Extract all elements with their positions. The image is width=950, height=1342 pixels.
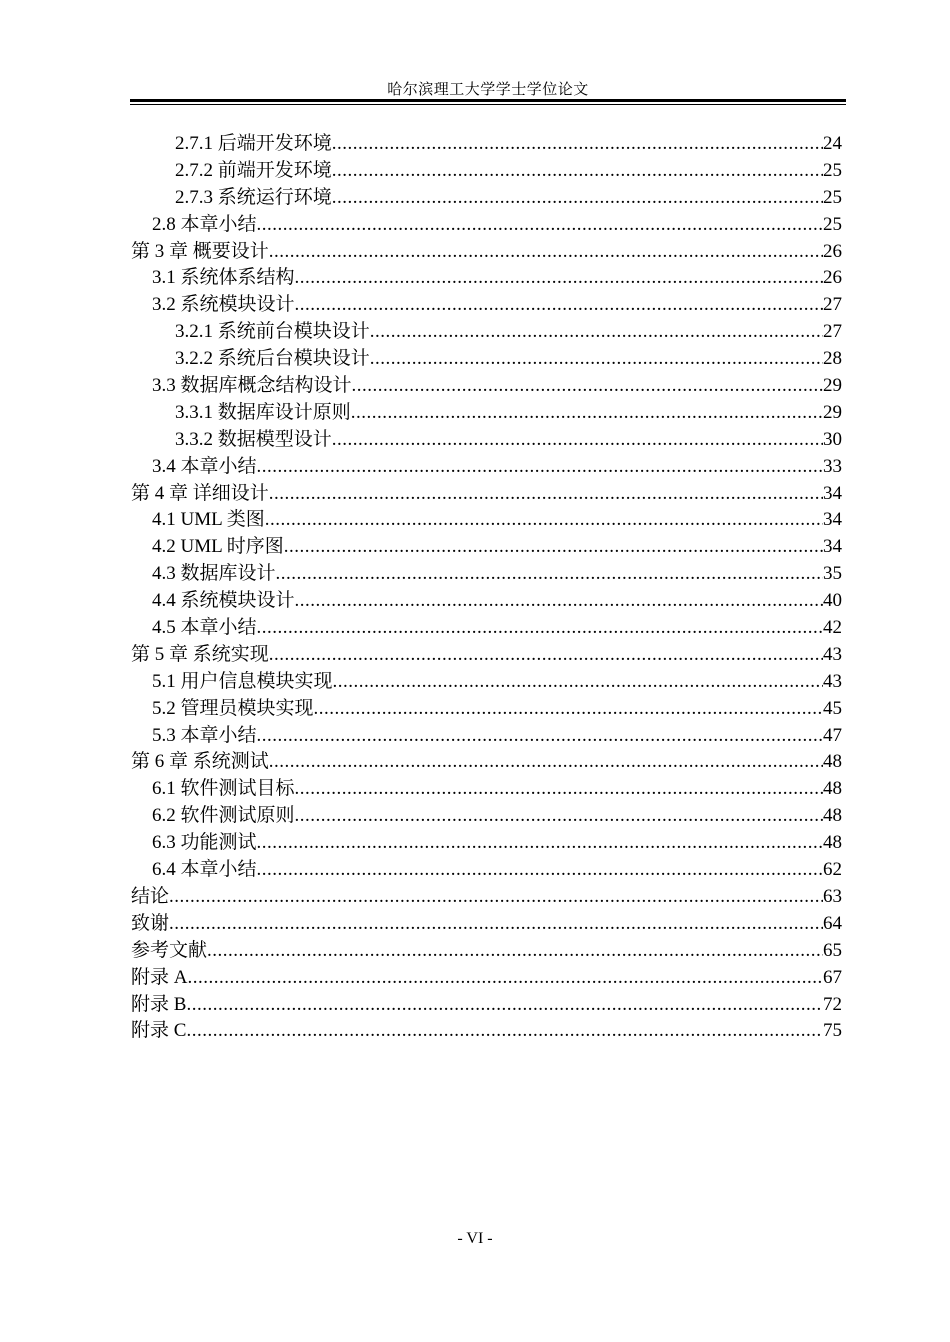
toc-dot-leader [332,427,823,454]
toc-entry-page: 43 [823,670,842,692]
toc-entry[interactable] [131,265,842,292]
toc-entry-title: 6.1 软件测试目标 [152,778,295,800]
toc-dot-leader [295,292,823,319]
toc-entry-page: 65 [823,939,842,961]
toc-entry-page: 48 [823,832,842,854]
toc-entry-page: 26 [823,267,842,289]
toc-dot-leader [269,749,823,776]
toc-entry-title: 4.5 本章小结 [152,617,257,639]
toc-entry-title: 3.3 数据库概念结构设计 [152,375,352,397]
toc-entry[interactable] [131,803,842,830]
toc-entry-page: 26 [823,240,842,262]
toc-entry-page: 64 [823,912,842,934]
toc-entry[interactable] [131,615,842,642]
toc-entry-page: 48 [823,778,842,800]
toc-entry-page: 34 [823,509,842,531]
toc-entry-page: 48 [823,805,842,827]
toc-entry[interactable] [131,911,842,938]
toc-entry-page: 28 [823,348,842,370]
toc-entry-page: 67 [823,966,842,988]
toc-dot-leader [187,965,823,992]
running-header: 哈尔滨理工大学学士学位论文 [387,82,589,98]
toc-entry[interactable] [131,642,842,669]
toc-entry[interactable] [131,669,842,696]
toc-dot-leader [295,776,823,803]
toc-entry-title: 3.1 系统体系结构 [152,267,295,289]
toc-dot-leader [207,938,823,965]
page-number: - VI - [457,1230,493,1247]
toc-dot-leader [352,373,823,400]
toc-entry-page: 25 [823,186,842,208]
toc-entry-title: 结论 [131,885,170,907]
toc-dot-leader [351,400,823,427]
toc-entry[interactable] [131,346,842,373]
toc-entry[interactable] [131,1018,842,1045]
toc-dot-leader [276,561,823,588]
toc-entry-title: 2.7.2 前端开发环境 [175,159,332,181]
toc-entry[interactable] [131,212,842,239]
toc-entry-page: 35 [823,563,842,585]
toc-entry[interactable] [131,319,842,346]
toc-entry-title: 3.3.2 数据模型设计 [175,428,332,450]
toc-entry-title: 4.1 UML 类图 [152,509,265,531]
toc-entry-title: 6.2 软件测试原则 [152,805,295,827]
toc-entry-title: 5.2 管理员模块实现 [152,697,314,719]
toc-entry-page: 25 [823,213,842,235]
toc-dot-leader [370,346,823,373]
toc-dot-leader [186,992,823,1019]
toc-dot-leader [257,723,823,750]
toc-entry[interactable] [131,373,842,400]
toc-entry-title: 4.4 系统模块设计 [152,590,295,612]
table-of-contents [131,131,842,1045]
toc-entry[interactable] [131,454,842,481]
toc-dot-leader [169,884,823,911]
toc-entry[interactable] [131,938,842,965]
toc-entry-page: 34 [823,536,842,558]
toc-entry-title: 3.3.1 数据库设计原则 [175,401,351,423]
toc-entry-page: 24 [823,133,842,154]
toc-entry[interactable] [131,723,842,750]
toc-entry-page: 25 [823,159,842,181]
toc-dot-leader [295,265,823,292]
toc-dot-leader [186,1018,823,1045]
toc-entry-title: 6.4 本章小结 [152,859,257,881]
toc-entry-title: 3.2.2 系统后台模块设计 [175,348,370,370]
toc-dot-leader [370,319,823,346]
toc-dot-leader [269,481,823,508]
toc-dot-leader [333,669,823,696]
toc-entry-title: 4.2 UML 时序图 [152,536,284,558]
toc-entry[interactable] [131,857,842,884]
toc-entry-page: 33 [823,455,842,477]
toc-dot-leader [295,588,823,615]
toc-entry-title: 6.3 功能测试 [152,832,257,854]
toc-entry[interactable] [131,158,842,185]
toc-entry-title: 2.8 本章小结 [152,213,257,235]
toc-dot-leader [332,131,823,158]
toc-entry-page: 42 [823,617,842,639]
toc-dot-leader [257,454,823,481]
toc-dot-leader [284,534,823,561]
toc-dot-leader [314,696,823,723]
toc-entry[interactable] [131,696,842,723]
toc-entry[interactable] [131,992,842,1019]
toc-dot-leader [269,239,823,266]
toc-entry-title: 附录 A [131,966,188,988]
toc-entry-title: 5.1 用户信息模块实现 [152,670,333,692]
toc-dot-leader [332,158,823,185]
toc-entry-title: 3.2.1 系统前台模块设计 [175,321,370,343]
toc-entry-page: 48 [823,751,842,773]
toc-entry-title: 3.4 本章小结 [152,455,257,477]
toc-entry-title: 2.7.3 系统运行环境 [175,186,332,208]
toc-entry[interactable] [131,185,842,212]
toc-dot-leader [257,212,823,239]
header-rule-thin [130,104,846,105]
toc-entry-title: 附录 B [131,993,187,1015]
toc-entry-title: 致谢 [131,912,170,934]
toc-entry[interactable] [131,965,842,992]
toc-entry-page: 34 [823,482,842,504]
toc-entry[interactable] [131,561,842,588]
toc-entry[interactable] [131,507,842,534]
toc-dot-leader [169,911,823,938]
toc-entry[interactable] [131,776,842,803]
toc-entry-page: 75 [823,1020,842,1042]
toc-entry-title: 2.7.1 后端开发环境 [175,133,332,154]
toc-dot-leader [257,857,823,884]
toc-entry[interactable] [131,588,842,615]
toc-entry-page: 72 [823,993,842,1015]
toc-entry-title: 参考文献 [131,939,208,961]
toc-entry-page: 29 [823,375,842,397]
toc-entry-title: 第 5 章 系统实现 [131,643,269,665]
toc-entry-title: 附录 C [131,1020,187,1042]
toc-dot-leader [257,830,823,857]
toc-entry-page: 43 [823,643,842,665]
toc-entry-page: 47 [823,724,842,746]
toc-entry-title: 第 3 章 概要设计 [131,240,269,262]
toc-entry-page: 45 [823,697,842,719]
toc-entry[interactable] [131,131,842,158]
toc-entry[interactable] [131,884,842,911]
toc-entry-title: 第 4 章 详细设计 [131,482,269,504]
toc-dot-leader [269,642,823,669]
toc-entry[interactable] [131,749,842,776]
header-rule-thick [130,99,846,102]
toc-entry-page: 30 [823,428,842,450]
toc-entry[interactable] [131,427,842,454]
toc-entry[interactable] [131,400,842,427]
toc-entry-page: 29 [823,401,842,423]
toc-entry-page: 62 [823,859,842,881]
toc-dot-leader [257,615,823,642]
toc-entry-page: 40 [823,590,842,612]
toc-entry-title: 3.2 系统模块设计 [152,294,295,316]
toc-dot-leader [295,803,823,830]
toc-entry[interactable] [131,239,842,266]
toc-entry[interactable] [131,830,842,857]
toc-entry-title: 4.3 数据库设计 [152,563,276,585]
toc-entry[interactable] [131,481,842,508]
toc-entry-page: 63 [823,885,842,907]
toc-entry-title: 第 6 章 系统测试 [131,751,269,773]
toc-entry-page: 27 [823,294,842,316]
toc-entry-page: 27 [823,321,842,343]
toc-dot-leader [332,185,823,212]
toc-entry-title: 5.3 本章小结 [152,724,257,746]
toc-dot-leader [265,507,823,534]
toc-entry[interactable] [131,292,842,319]
toc-entry[interactable] [131,534,842,561]
